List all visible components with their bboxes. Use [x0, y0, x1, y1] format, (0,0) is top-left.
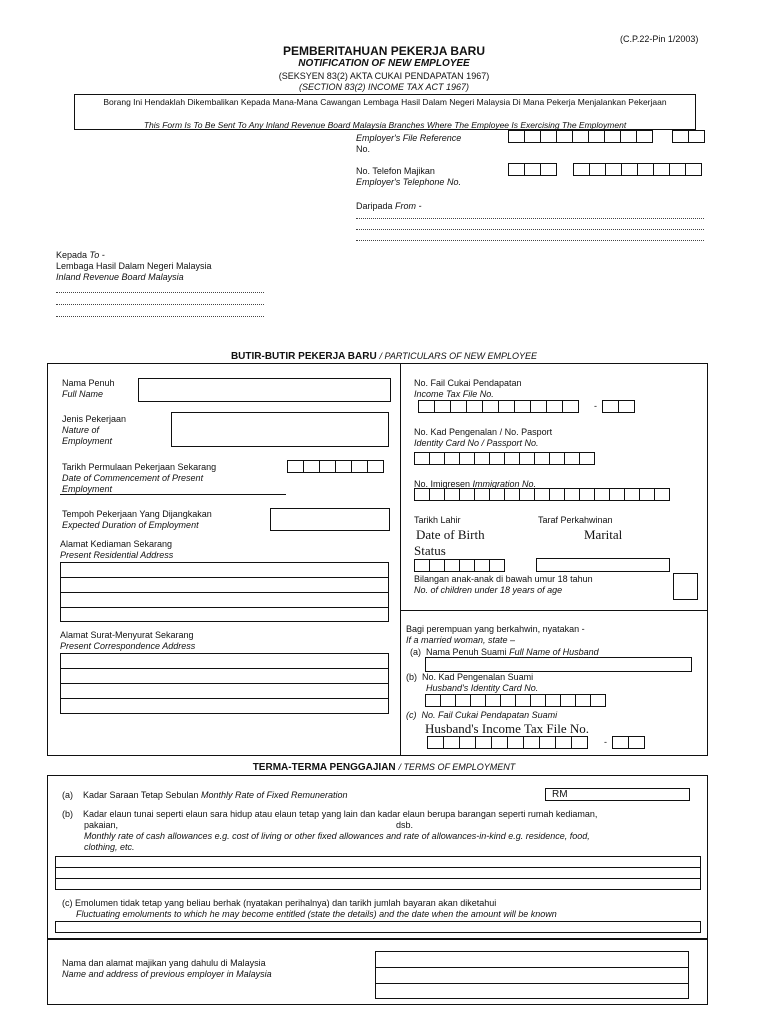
husband-tax-suffix-boxes[interactable] — [612, 736, 644, 749]
from-line-1[interactable] — [356, 218, 704, 219]
form-title-en: NOTIFICATION OF NEW EMPLOYEE — [298, 58, 470, 69]
previous-employer-label: Nama dan alamat majikan yang dahulu di Malaysia Name and address of previous employer in Malaysia — [62, 958, 272, 979]
tax-file-boxes[interactable] — [418, 400, 578, 413]
employer-file-ref-label: Employer's File Reference No. — [356, 133, 462, 154]
start-date-underline — [60, 494, 286, 495]
husband-name-label: (a) Nama Penuh Suami Full Name of Husband — [410, 647, 599, 657]
from-label: Daripada From - — [356, 201, 422, 211]
notice-text-en: This Form Is To Be Sent To Any Inland Revenue Board Malaysia Branches Where The Employee Is Exercising The Employment — [143, 120, 627, 130]
full-name-label: Nama Penuh Full Name — [62, 378, 115, 399]
terms-c-label: (c) Emolumen tidak tetap yang beliau berhak (nyatakan perihalnya) dan tarikh jumlah bayaran akan diketahui Fluctuating emoluments to which he may become entitled (state the details) and the date when the amount will be known — [62, 898, 557, 919]
to-line-2[interactable] — [56, 304, 264, 305]
dob-label: Tarikh Lahir — [414, 515, 461, 525]
employer-phone-label: No. Telefon Majikan Employer's Telephone No. — [356, 166, 461, 187]
allowances-input[interactable] — [55, 856, 701, 890]
marital-label: Taraf Perkahwinan — [538, 515, 613, 525]
employer-phone-area-boxes[interactable] — [508, 163, 556, 176]
employer-phone-number-boxes[interactable] — [573, 163, 701, 176]
ic-boxes[interactable] — [414, 452, 594, 465]
duration-label: Tempoh Pekerjaan Yang Dijangkakan Expected Duration of Employment — [62, 509, 212, 530]
res-address-row-1 — [60, 577, 389, 578]
tax-file-suffix-boxes[interactable] — [602, 400, 634, 413]
dob-boxes[interactable] — [414, 559, 504, 572]
form-title: PEMBERITAHUAN PEKERJA BARU — [282, 44, 485, 58]
married-woman-label: Bagi perempuan yang berkahwin, nyatakan - If a married woman, state – — [406, 624, 585, 645]
res-address-label: Alamat Kediaman Sekarang Present Residential Address — [60, 539, 174, 560]
husband-tax-dash: - — [604, 737, 607, 747]
terms-b-label: (b) Kadar elaun tunai seperti elaun sara hidup atau elaun tetap yang lain dan kadar elaun berupa barangan seperti rumah kediaman, pakaian, dsb. Monthly rate of cash allowances e.g. cost of living or other fixed allowances and rate of allowances-in-kind e.g. residence, food, clothing, etc. — [62, 809, 598, 852]
employer-file-ref-suffix-boxes[interactable] — [672, 130, 704, 143]
immigration-boxes[interactable] — [414, 488, 669, 501]
marital-input[interactable] — [536, 558, 670, 572]
immigration-label: No. Imigresen Immigration No. — [414, 479, 537, 489]
terms-a-label: (a) Kadar Saraan Tetap Sebulan Monthly Rate of Fixed Remuneration — [62, 790, 348, 800]
job-input[interactable] — [171, 412, 389, 447]
from-line-3[interactable] — [356, 240, 704, 241]
corr-address-label: Alamat Surat-Menyurat Sekarang Present Correspondence Address — [60, 630, 196, 651]
notice-text: Borang Ini Hendaklah Dikembalikan Kepada Mana-Mana Cawangan Lembaga Hasil Dalam Negeri Malaysia Di Mana Pekerja Menjalankan Pekerjaan — [103, 97, 667, 107]
husband-ic-label: (b) No. Kad Pengenalan Suami Husband's Identity Card No. — [406, 672, 539, 693]
husband-tax-label: (c) No. Fail Cukai Pendapatan Suami — [406, 710, 558, 720]
allowances-row-1 — [55, 867, 701, 868]
to-line-1[interactable] — [56, 292, 264, 293]
form-section-en: (SECTION 83(2) INCOME TAX ACT 1967) — [298, 82, 470, 92]
form-section: (SEKSYEN 83(2) AKTA CUKAI PENDAPATAN 1967) — [278, 71, 490, 81]
allowances-row-2 — [55, 878, 701, 879]
tax-file-label: No. Fail Cukai Pendapatan Income Tax File No. — [414, 378, 522, 399]
previous-employer-row-2 — [375, 983, 689, 984]
job-label: Jenis Pekerjaan Nature of Employment — [62, 414, 127, 446]
corr-address-row-2 — [60, 683, 389, 684]
to-line-3[interactable] — [56, 316, 264, 317]
full-name-input[interactable] — [138, 378, 391, 402]
form-code: (C.P.22-Pin 1/2003) — [620, 34, 699, 44]
husband-tax-label-en: Husband's Income Tax File No. — [425, 721, 590, 736]
to-block: Kepada To - Lembaga Hasil Dalam Negeri Malaysia Inland Revenue Board Malaysia — [56, 250, 212, 282]
dob-label-en: Date of Birth — [416, 527, 485, 542]
marital-label-en: Marital — [584, 527, 623, 542]
particulars-divider — [400, 363, 401, 756]
fluctuating-emoluments-input[interactable] — [55, 921, 701, 933]
marital-label-en-2: Status — [414, 543, 446, 558]
previous-employer-input[interactable] — [375, 951, 689, 999]
start-date-label: Tarikh Permulaan Pekerjaan Sekarang Date of Commencement of Present Employment — [62, 462, 217, 494]
particulars-heading: BUTIR-BUTIR PEKERJA BARU / PARTICULARS OF NEW EMPLOYEE — [230, 351, 538, 362]
married-divider — [400, 610, 708, 611]
duration-input[interactable] — [270, 508, 390, 531]
from-line-2[interactable] — [356, 229, 704, 230]
previous-employer-row-1 — [375, 967, 689, 968]
res-address-row-3 — [60, 607, 389, 608]
employer-file-ref-boxes[interactable] — [508, 130, 652, 143]
husband-name-input[interactable] — [425, 657, 692, 672]
res-address-row-2 — [60, 592, 389, 593]
children-label: Bilangan anak-anak di bawah umur 18 tahun No. of children under 18 years of age — [414, 574, 593, 595]
ic-label: No. Kad Pengenalan / No. Pasport Identity Card No / Passport No. — [414, 427, 553, 448]
corr-address-row-3 — [60, 698, 389, 699]
terms-heading: TERMA-TERMA PENGGAJIAN / TERMS OF EMPLOYMENT — [252, 762, 516, 773]
monthly-remuneration-input[interactable]: RM — [545, 788, 690, 801]
husband-ic-boxes[interactable] — [425, 694, 605, 707]
tax-file-dash: - — [594, 401, 597, 411]
corr-address-row-1 — [60, 668, 389, 669]
start-date-boxes[interactable] — [287, 460, 383, 473]
husband-tax-boxes[interactable] — [427, 736, 587, 749]
children-input[interactable] — [673, 573, 698, 600]
